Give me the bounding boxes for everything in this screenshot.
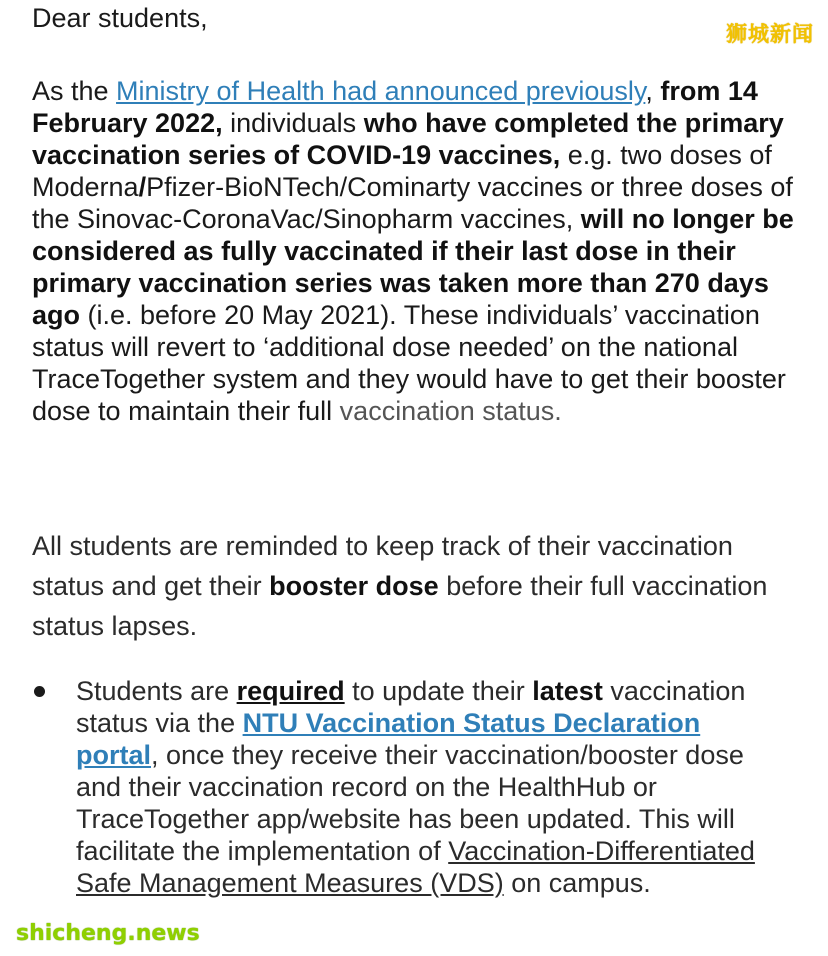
bullet-list-item [76, 675, 776, 899]
moh-announcement-link[interactable]: Ministry of Health had announced previously [116, 76, 646, 106]
required-emphasis: required [236, 676, 345, 706]
announcement-paragraph [32, 75, 802, 427]
latest-bold: latest [532, 676, 603, 706]
watermark-top-right: 狮城新闻 [726, 22, 814, 46]
text-segment: on campus. [503, 868, 651, 898]
text-segment-gray: vaccination status. [339, 396, 562, 426]
vds-link[interactable]: Vaccination-Differentiated Safe Management Measures (VDS) [76, 836, 755, 898]
text-segment: e.g. two doses of Moderna [32, 140, 772, 202]
text-segment: Students are [76, 676, 237, 706]
bullet-dot-icon [34, 686, 45, 697]
text-segment: vaccination status via the [76, 676, 746, 738]
effective-date: from 14 February 2022, [32, 76, 758, 138]
validity-bold: will no longer be considered as fully vaccinated if their last dose in their primary vaccination series was taken more than 270 days ago [32, 204, 794, 330]
text-segment: , once they receive their vaccination/booster dose and their vaccination record on the HealthHub or TraceTogether app/website has been updated. This will facilitate the implementation of [76, 740, 744, 866]
reminder-paragraph [32, 526, 802, 646]
text-segment: Pfizer-BioNTech/Cominarty vaccines or three doses of the Sinovac-CoronaVac/Sinopharm vaccines, [32, 172, 793, 234]
slash-bold: / [138, 172, 147, 202]
bullet-text [76, 675, 776, 899]
text-segment: All students are reminded to keep track of their vaccination status and get their [32, 531, 733, 601]
eligibility-bold: who have completed the primary vaccination series of COVID-19 vaccines, [32, 108, 784, 170]
text-segment: individuals [222, 108, 364, 138]
ntu-declaration-portal-link[interactable]: NTU Vaccination Status Declaration portal [76, 708, 701, 770]
text-segment: to update their [344, 676, 533, 706]
greeting: Dear students, [32, 3, 208, 33]
text-segment: , [645, 76, 661, 106]
watermark-bottom-left: shicheng.news [16, 921, 200, 946]
booster-dose-bold: booster dose [269, 571, 439, 601]
text-segment: (i.e. before 20 May 2021). These individuals’ vaccination status will revert to ‘additional dose needed’ on the national TraceTogether system and they would have to get their booster dose to maintain their full [32, 300, 786, 426]
text-segment: before their full vaccination status lapses. [32, 571, 768, 641]
text-segment: As the [32, 76, 117, 106]
